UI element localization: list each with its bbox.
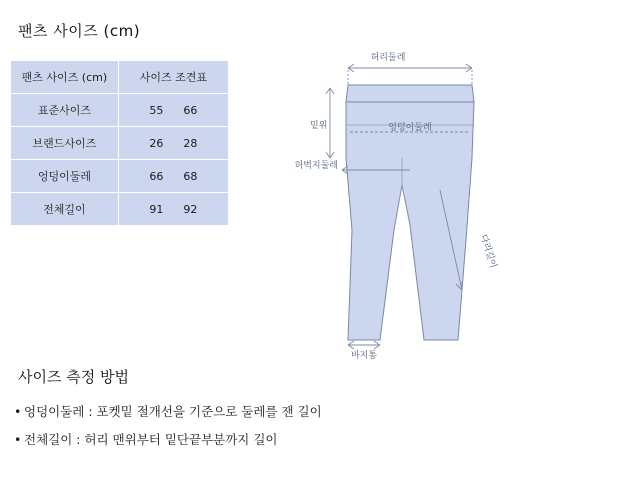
label-rise: 밑위 (310, 121, 328, 131)
row-values (118, 160, 228, 193)
list-item (14, 426, 614, 454)
value-cell: 28 (183, 136, 198, 150)
table-header-right: 사이즈 조견표 (118, 61, 228, 94)
table-header-left: 팬츠 사이즈 (cm) (11, 61, 119, 94)
measurement-notes (14, 398, 614, 454)
table-row (11, 193, 229, 226)
value-cell: 26 (149, 136, 164, 150)
value-cell: 91 (149, 202, 164, 216)
value-cell: 68 (183, 169, 198, 183)
table-row (11, 94, 229, 127)
list-item-text: 전체길이 : 허리 맨위부터 밑단끝부분까지 길이 (24, 432, 278, 447)
list-item (14, 398, 614, 426)
label-thigh: 허벅지둘레 (294, 161, 338, 171)
row-values (118, 94, 228, 127)
value-cell: 66 (183, 103, 198, 117)
howto-title: 사이즈 측정 방법 (18, 368, 129, 386)
label-leg-length: 다리길이 (477, 233, 499, 270)
bullet-icon: • (14, 432, 22, 447)
label-waist: 허리둘레 (370, 53, 406, 63)
page-title: 팬츠 사이즈 (cm) (18, 22, 141, 40)
value-cell: 66 (149, 169, 164, 183)
pants-body-shape (346, 102, 474, 340)
size-table (10, 60, 229, 226)
table-header-row (11, 61, 229, 94)
value-cell: 55 (149, 103, 164, 117)
bullet-icon: • (14, 404, 22, 419)
value-cell: 92 (183, 202, 198, 216)
list-item-text: 엉덩이둘레 : 포켓밑 절개선을 기준으로 둘레를 잰 길이 (24, 404, 322, 419)
row-label: 전체길이 (11, 193, 119, 226)
pants-diagram (290, 40, 630, 370)
row-label: 표준사이즈 (11, 94, 119, 127)
label-hip: 엉덩이둘레 (388, 123, 432, 133)
label-hem: 바지통 (350, 351, 378, 361)
row-values (118, 127, 228, 160)
row-label: 엉덩이둘레 (11, 160, 119, 193)
row-label: 브랜드사이즈 (11, 127, 119, 160)
row-values (118, 193, 228, 226)
table-row (11, 160, 229, 193)
waistband-shape (346, 85, 474, 102)
table-row (11, 127, 229, 160)
